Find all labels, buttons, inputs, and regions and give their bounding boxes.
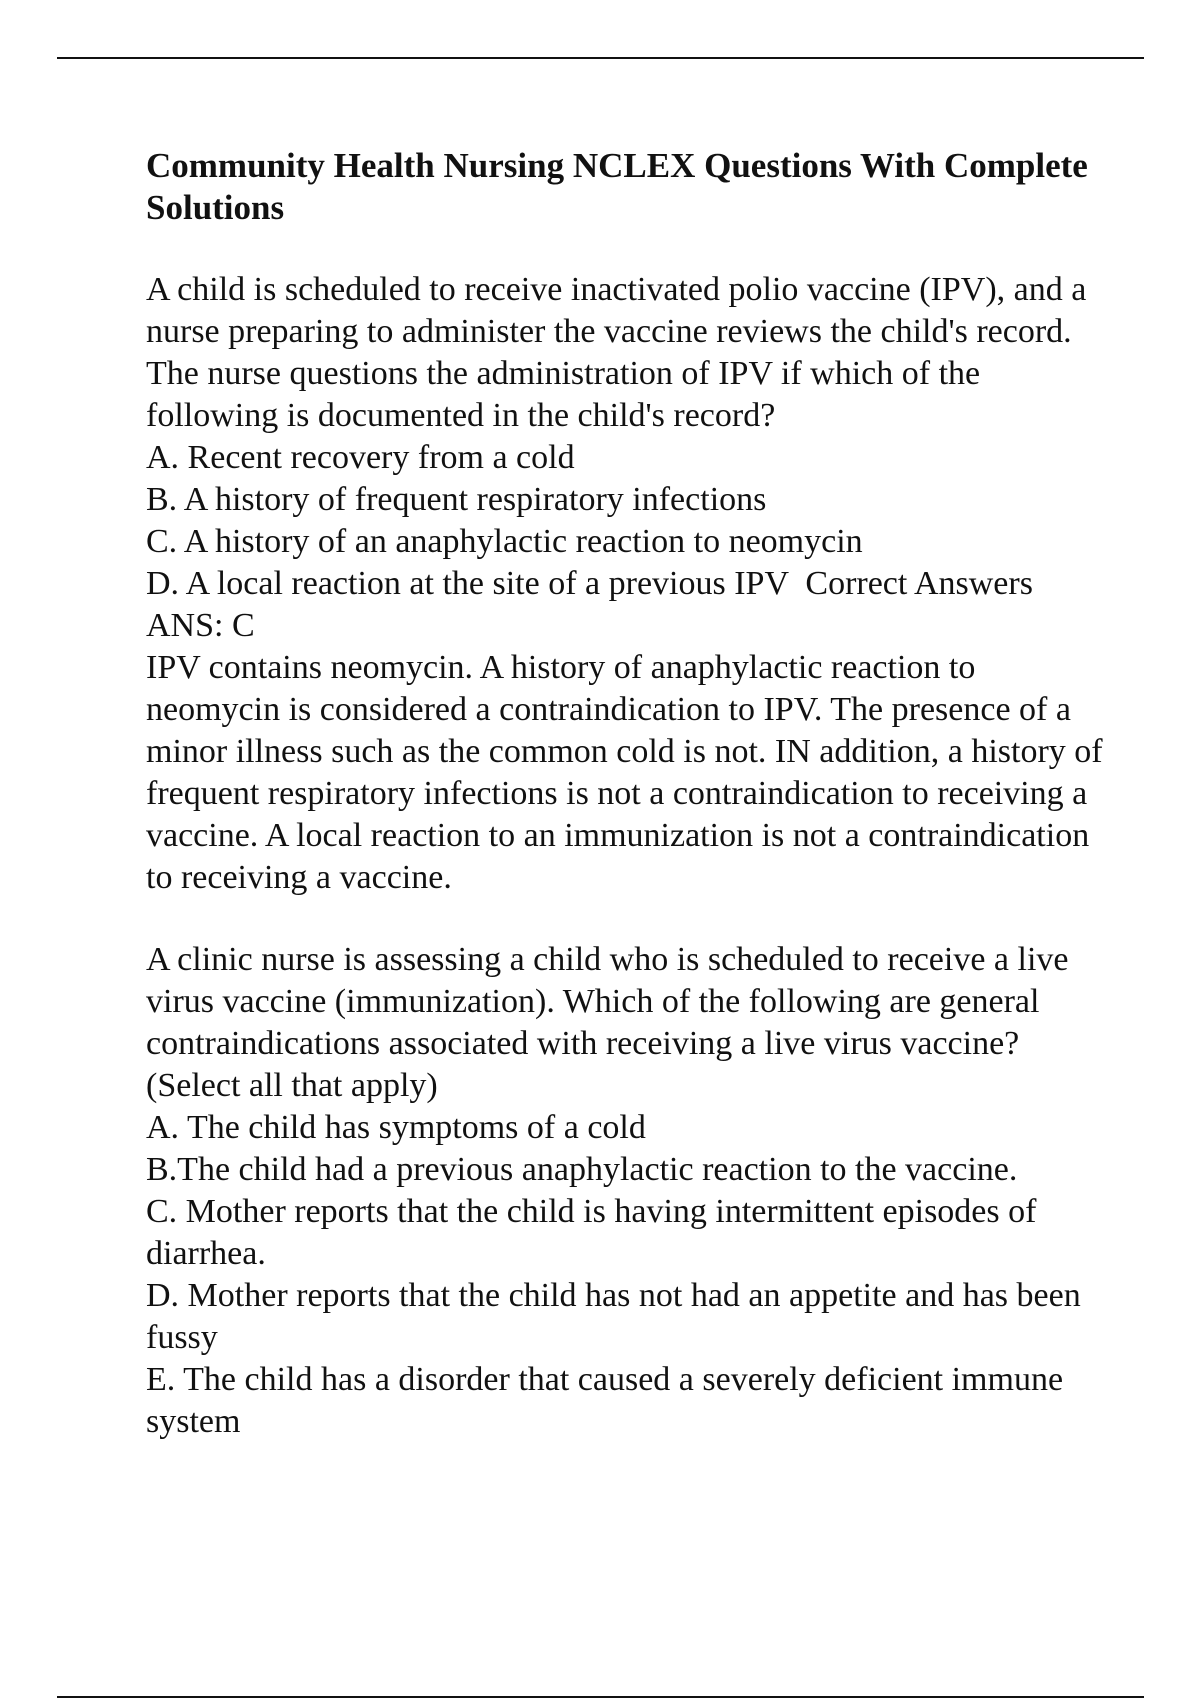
option-b: B. A history of frequent respiratory infections bbox=[146, 481, 767, 518]
document-body bbox=[146, 145, 1106, 1443]
top-rule bbox=[57, 57, 1144, 59]
option-c: C. Mother reports that the child is having intermittent episodes of diarrhea. bbox=[146, 1193, 1037, 1272]
question-text: A child is scheduled to receive inactivated polio vaccine (IPV), and a nurse preparing to administer the vaccine reviews the child's record. The nurse questions the administration of IPV if which of the following is documented in the child's record? bbox=[146, 271, 1087, 434]
option-d: D. Mother reports that the child has not had an appetite and has been fussy bbox=[146, 1277, 1081, 1356]
document-title: Community Health Nursing NCLEX Questions With Complete Solutions bbox=[146, 146, 1088, 227]
question-1 bbox=[146, 269, 1106, 899]
correct-answer: Correct Answers ANS: C bbox=[146, 565, 1049, 644]
option-c: C. A history of an anaphylactic reaction to neomycin bbox=[146, 523, 863, 560]
option-b: B.The child had a previous anaphylactic reaction to the vaccine. bbox=[146, 1151, 1018, 1188]
bottom-rule bbox=[57, 1696, 1144, 1698]
option-a: A. The child has symptoms of a cold bbox=[146, 1109, 646, 1146]
option-d: D. A local reaction at the site of a previous IPV bbox=[146, 565, 789, 602]
question-2 bbox=[146, 939, 1106, 1443]
option-e: E. The child has a disorder that caused a severely deficient immune system bbox=[146, 1361, 1064, 1440]
option-d-with-answer bbox=[146, 563, 1106, 647]
option-a: A. Recent recovery from a cold bbox=[146, 439, 575, 476]
question-text: A clinic nurse is assessing a child who is scheduled to receive a live virus vaccine (immunization). Which of the following are general contraindications associated with receiving a live virus vaccine? (Select all that apply) bbox=[146, 941, 1069, 1104]
rationale-text: IPV contains neomycin. A history of anaphylactic reaction to neomycin is considered a contraindication to IPV. The presence of a minor illness such as the common cold is not. IN addition, a history of frequent respiratory infections is not a contraindication to receiving a vaccine. A local reaction to an immunization is not a contraindication to receiving a vaccine. bbox=[146, 649, 1103, 896]
